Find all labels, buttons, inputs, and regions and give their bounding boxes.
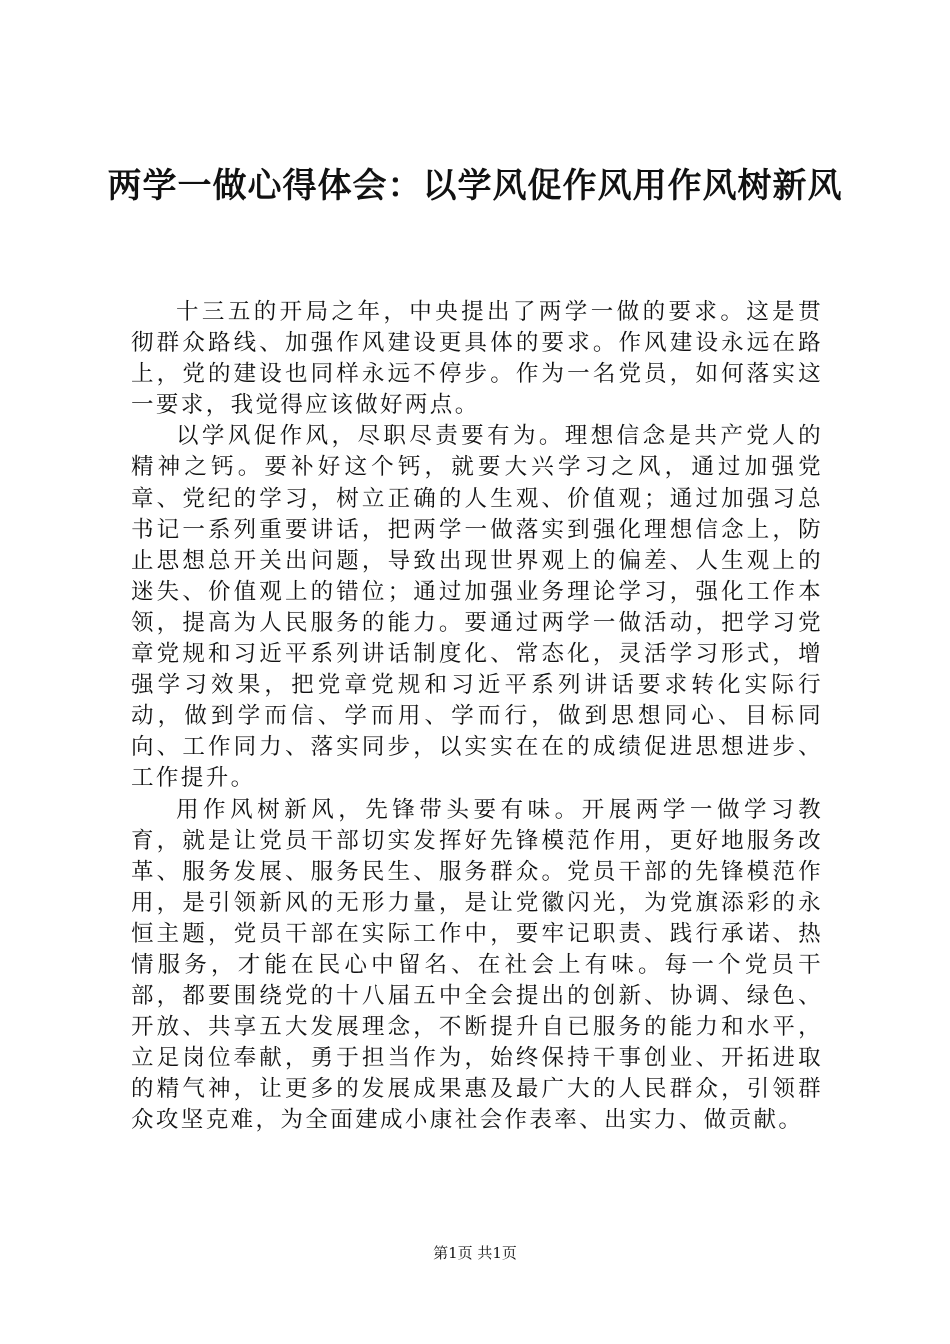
paragraph-work-style: 用作风树新风，先锋带头要有味。开展两学一做学习教育，就是让党员干部切实发挥好先锋模范作用，更好地服务改革、服务发展、服务民生、服务群众。党员干部的先锋模范作用，是引领新风的无形力量，是让党徽闪光，为党旗添彩的永恒主题，党员干部在实际工作中，要牢记职责、践行承诺、热情服务，才能在民心中留名、在社会上有味。每一个党员干部，都要围绕党的十八届五中全会提出的创新、协调、绿色、开放、共享五大发展理念，不断提升自已服务的能力和水平，立足岗位奉献，勇于担当作为，始终保持干事创业、开拓进取的精气神，让更多的发展成果惠及最广大的人民群众，引领群众攻坚克难，为全面建成小康社会作表率、出实力、做贡献。 — [131, 796, 823, 1134]
document-body — [131, 297, 823, 1137]
paragraph-study-style: 以学风促作风，尽职尽责要有为。理想信念是共产党人的精神之钙。要补好这个钙，就要大兴学习之风，通过加强党章、党纪的学习，树立正确的人生观、价值观；通过加强习总书记一系列重要讲话，把两学一做落实到强化理想信念上，防止思想总开关出问题，导致出现世界观上的偏差、人生观上的迷失、价值观上的错位；通过加强业务理论学习，强化工作本领，提高为人民服务的能力。要通过两学一做活动，把学习党章党规和习近平系列讲话制度化、常态化，灵活学习形式，增强学习效果，把党章党规和习近平系列讲话要求转化实际行动，做到学而信、学而用、学而行，做到思想同心、目标同向、工作同力、落实同步，以实实在在的成绩促进思想进步、工作提升。 — [131, 423, 823, 792]
document-title: 两学一做心得体会：以学风促作风用作风树新风 — [107, 166, 843, 206]
page-footer: 第1页 共1页 — [433, 1244, 517, 1262]
paragraph-intro: 十三五的开局之年，中央提出了两学一做的要求。这是贯彻群众路线、加强作风建设更具体的要求。作风建设永远在路上，党的建设也同样永远不停步。作为一名党员，如何落实这一要求，我觉得应该做好两点。 — [131, 299, 823, 419]
